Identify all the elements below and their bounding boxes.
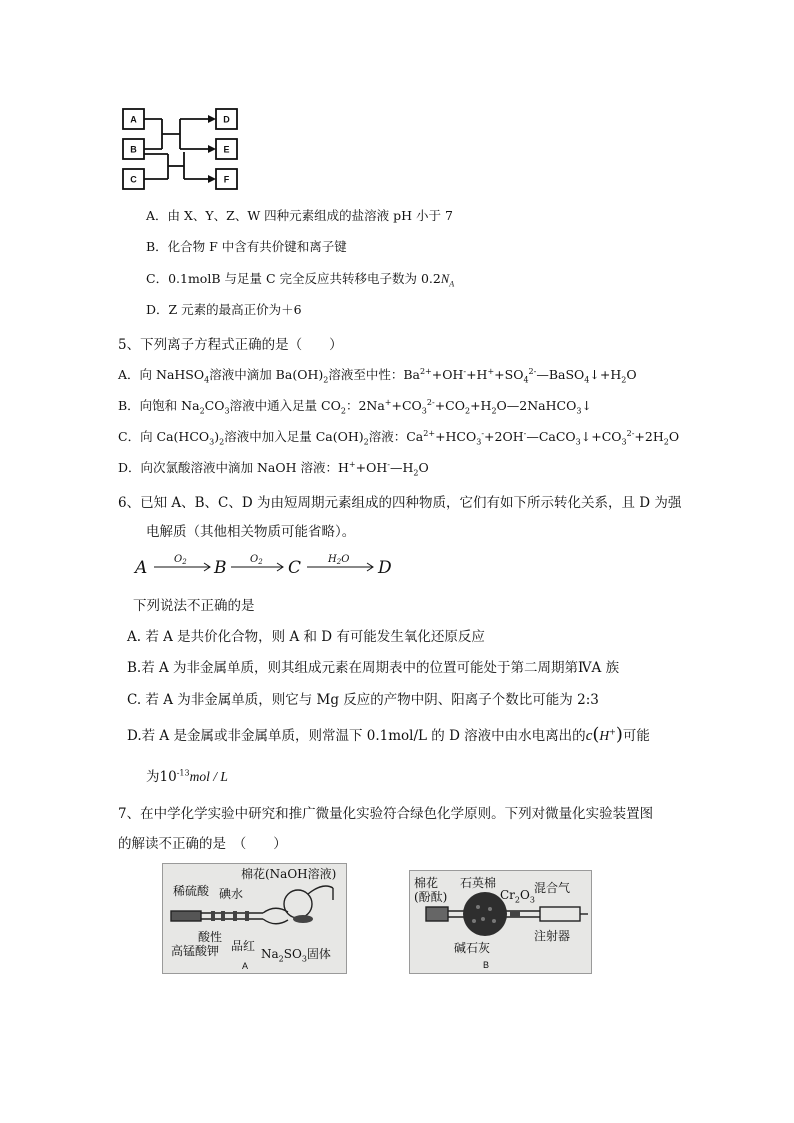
q4-option-d: D．Z 元素的最高正价为＋6 xyxy=(146,302,302,317)
q5-option-d: D．向次氯酸溶液中滴加 NaOH 溶液：$H^++OH^-—H_2O$ xyxy=(118,459,429,478)
label-cotton: 棉花 xyxy=(414,876,439,890)
figure-a-caption: A xyxy=(242,961,249,971)
svg-text:O2: $O_2$ xyxy=(250,554,263,566)
svg-text:H2O: $H_2O$ xyxy=(328,554,350,566)
q5-option-b: B．向饱和 $Na_2CO_3$溶液中通入足量 $CO_2$：$2Na^++CO_3^{2-}+CO_2+H_2O—2NaHCO_3↓$ xyxy=(118,397,592,416)
na-sub: A xyxy=(449,279,455,289)
flow-box-diagram xyxy=(118,104,248,194)
q5-option-c: C．向 $Ca(HCO_3)_2$溶液中加入足量 $Ca(OH)_2$溶液：$Ca^{2+}+HCO_3^-+2OH^-—CaCO_3↓+CO_3^{2-}+2H_2O$ xyxy=(118,428,680,447)
q7-stem-line1: 7、在中学化学实验中研究和推广微量化实验符合绿色化学原则。下列对微量化实验装置图 xyxy=(118,806,654,822)
q6-prompt: 下列说法不正确的是 xyxy=(133,598,255,614)
q6-option-c: C. 若 A 为非金属单质，则它与 Mg 反应的产物中阴、阳离子个数比可能为 2:3 xyxy=(127,692,599,708)
box-b: B xyxy=(130,144,137,155)
q6-option-d-line1: D.若 A 是金属或非金属单质，则常温下 0.1mol/L 的 D 溶液中由水电离出的c(H+)可能 xyxy=(127,724,650,745)
q6-stem-line2: 电解质（其他相关物质可能省略）。 xyxy=(146,524,356,540)
label-dilute-h2so4: 稀硫酸 xyxy=(173,884,210,898)
na-symbol: N xyxy=(440,272,450,286)
svg-text:O2: $O_2$ xyxy=(174,554,187,566)
q4-option-c xyxy=(146,271,454,293)
q6-option-a: A. 若 A 是共价化合物，则 A 和 D 有可能发生氧化还原反应 xyxy=(127,629,485,645)
label-syringe: 注射器 xyxy=(534,929,571,943)
figure-a xyxy=(162,863,347,974)
species-b: B xyxy=(214,558,227,578)
species-c: C xyxy=(288,558,302,578)
q5-option-a: A．向 NaHSO$_4$溶液中滴加 $Ba(OH)_2$溶液至中性：$Ba^{2+}+OH^-+H^++SO_4^{2-}—BaSO_4↓+H_2O$ xyxy=(118,366,637,385)
species-d: D xyxy=(378,558,392,578)
label-soda-lime: 碱石灰 xyxy=(454,941,491,955)
label-magenta: 品红 xyxy=(231,939,256,953)
label-na2so3-solid: $Na_2SO_3$固体 xyxy=(261,947,331,964)
label-kmno4: 高锰酸钾 xyxy=(171,944,220,958)
label-phenolphthalein: (酚酞) xyxy=(414,890,448,904)
q4-option-b: B．化合物 F 中含有共价键和离子键 xyxy=(146,239,347,254)
q4-option-c-text: C．0.1molB 与足量 C 完全反应共转移电子数为 0.2 xyxy=(146,271,441,286)
q6-option-b: B.若 A 为非金属单质，则其组成元素在周期表中的位置可能处于第二周期第ⅣA 族 xyxy=(127,660,620,676)
label-iodine-water: 碘水 xyxy=(219,887,244,901)
q4-option-a: A．由 X、Y、Z、W 四种元素组成的盐溶液 pH 小于 7 xyxy=(146,208,453,223)
species-a: A xyxy=(135,558,148,578)
reaction-chain xyxy=(130,550,410,582)
box-c: C xyxy=(130,174,137,185)
q6-option-d-line2: 为$10^{-13}mol$ / L xyxy=(146,768,228,785)
box-a: A xyxy=(130,114,137,125)
cond-h2o: H xyxy=(328,554,337,565)
cond-o2-1: O xyxy=(174,554,183,565)
label-acidic: 酸性 xyxy=(198,930,223,944)
c-symbol: c xyxy=(585,728,593,744)
q7-stem-line2: 的解读不正确的是 （ ） xyxy=(118,836,287,852)
box-d: D xyxy=(223,114,230,125)
box-e: E xyxy=(223,144,230,155)
q6-stem-line1: 6、已知 A、B、C、D 为由短周期元素组成的四种物质，它们有如下所示转化关系，且 D 为强 xyxy=(118,495,682,511)
label-cotton-naoh: 棉花(NaOH溶液) xyxy=(241,867,337,881)
label-mixed-gas: 混合气 xyxy=(534,881,571,895)
figure-b xyxy=(409,870,592,974)
label-quartz-wool: 石英棉 xyxy=(460,876,497,890)
cond-o2-2: O xyxy=(250,554,259,565)
figure-b-caption: B xyxy=(483,960,490,970)
box-f: F xyxy=(223,174,230,185)
label-cr2o3: $Cr_2O_3$ xyxy=(500,888,535,905)
q5-stem: 5、下列离子方程式正确的是（ ） xyxy=(118,337,343,353)
